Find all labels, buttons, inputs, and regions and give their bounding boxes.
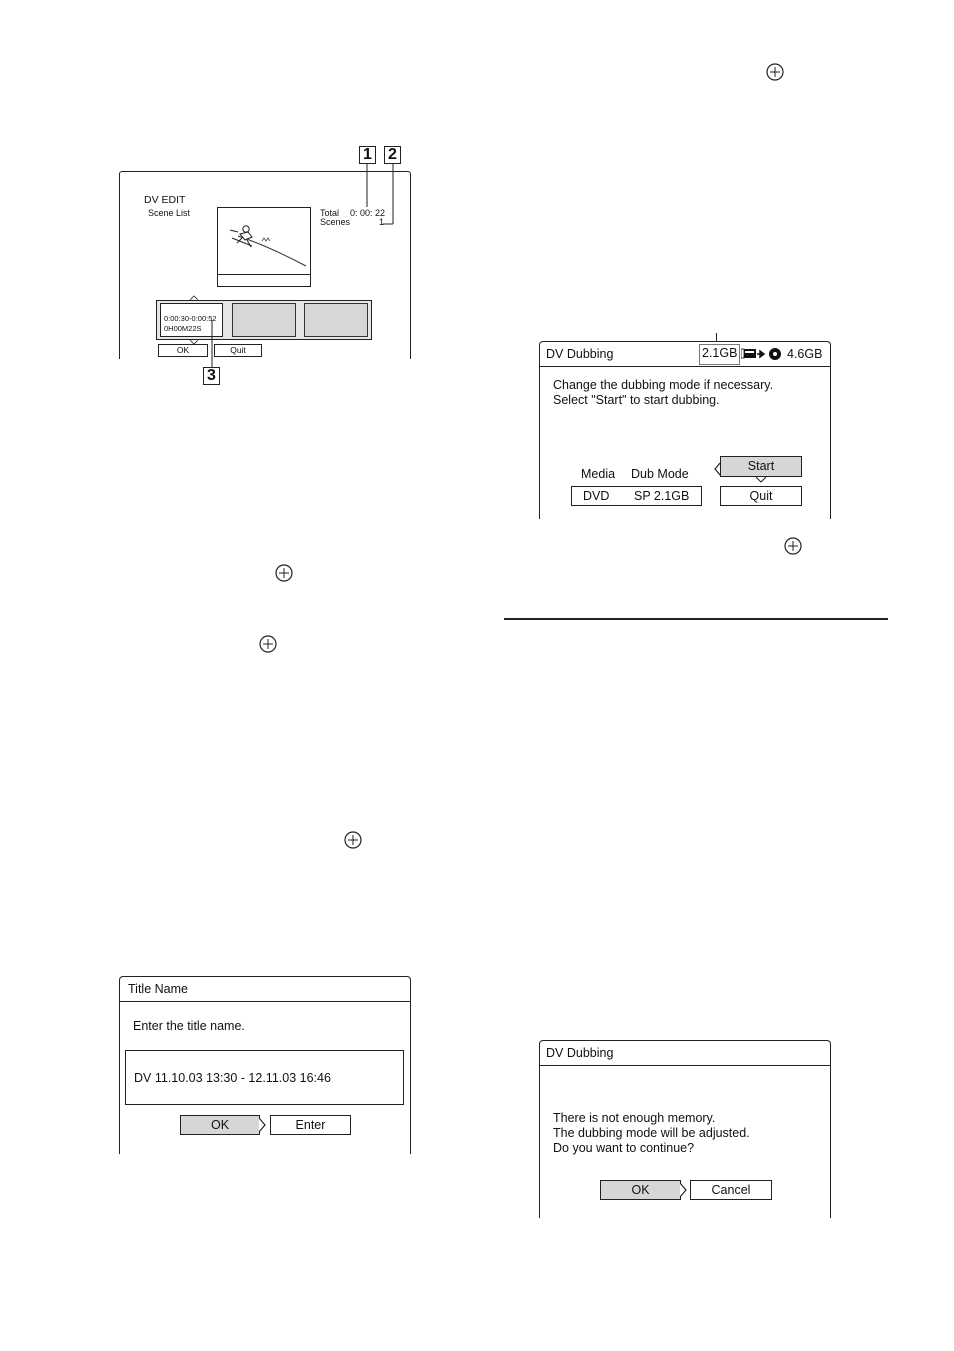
quit-button[interactable]: Quit	[214, 344, 262, 357]
enter-icon	[259, 635, 277, 653]
window-title: Title Name	[128, 982, 188, 996]
quit-button[interactable]: Quit	[720, 486, 802, 506]
ok-button[interactable]: OK	[600, 1180, 681, 1200]
dub-mode-header: Dub Mode	[631, 467, 689, 481]
title-bar	[120, 977, 410, 1002]
section-divider	[504, 618, 888, 620]
arrow-right-icon	[757, 349, 767, 359]
total-value: 0: 00: 22	[350, 208, 386, 218]
instruction-line-2: Select "Start" to start dubbing.	[553, 393, 720, 407]
instruction-line-1: Change the dubbing mode if necessary.	[553, 378, 774, 392]
callout-1: 1	[359, 146, 376, 164]
pointer-down-icon	[755, 476, 767, 483]
scenes-label: Scenes	[320, 217, 351, 227]
title-name-value: DV 11.10.03 13:30 - 12.11.03 16:46	[134, 1071, 331, 1085]
scene-length: 0H00M22S	[164, 324, 202, 333]
callout-3: 3	[203, 367, 220, 385]
callout-leader-lines	[0, 0, 954, 400]
prompt-text: Enter the title name.	[133, 1019, 245, 1033]
enter-icon	[275, 564, 293, 582]
start-button[interactable]: Start	[720, 456, 802, 477]
title-bar	[540, 342, 830, 367]
media-value: DVD	[583, 489, 610, 503]
warning-line-2: The dubbing mode will be adjusted.	[553, 1126, 750, 1140]
ok-button[interactable]: OK	[158, 344, 208, 357]
total-label: Total	[320, 208, 340, 218]
dub-mode-value: SP 2.1GB	[634, 489, 690, 503]
title-bar	[540, 1041, 830, 1066]
enter-icon	[784, 537, 802, 555]
pointer-arrow-icon	[259, 1116, 267, 1134]
ok-button[interactable]: OK	[180, 1115, 260, 1135]
pointer-arrow-icon	[680, 1181, 688, 1199]
title-name-screen	[119, 976, 411, 1154]
disc-icon	[768, 347, 782, 361]
cancel-button[interactable]: Cancel	[690, 1180, 772, 1200]
required-size: 2.1GB	[699, 344, 740, 365]
enter-button[interactable]: Enter	[270, 1115, 351, 1135]
warning-line-3: Do you want to continue?	[553, 1141, 695, 1155]
title-name-input[interactable]	[125, 1050, 404, 1105]
dv-dubbing-screen	[539, 341, 831, 519]
media-dubmode-row[interactable]	[571, 486, 702, 506]
scene-range: 0:00:30-0:00:52	[164, 314, 217, 323]
dv-edit-title: DV EDIT	[144, 194, 186, 206]
dv-tape-icon	[741, 348, 757, 360]
warning-line-1: There is not enough memory.	[553, 1111, 716, 1125]
window-title: DV Dubbing	[546, 1046, 614, 1060]
scenes-value: 1	[379, 217, 385, 227]
scene-list-label: Scene List	[148, 208, 191, 218]
window-title: DV Dubbing	[546, 347, 614, 361]
media-header: Media	[581, 467, 616, 481]
enter-icon	[344, 831, 362, 849]
available-size: 4.6GB	[787, 347, 823, 361]
dv-dubbing-warning-screen	[539, 1040, 831, 1218]
callout-2: 2	[384, 146, 401, 164]
